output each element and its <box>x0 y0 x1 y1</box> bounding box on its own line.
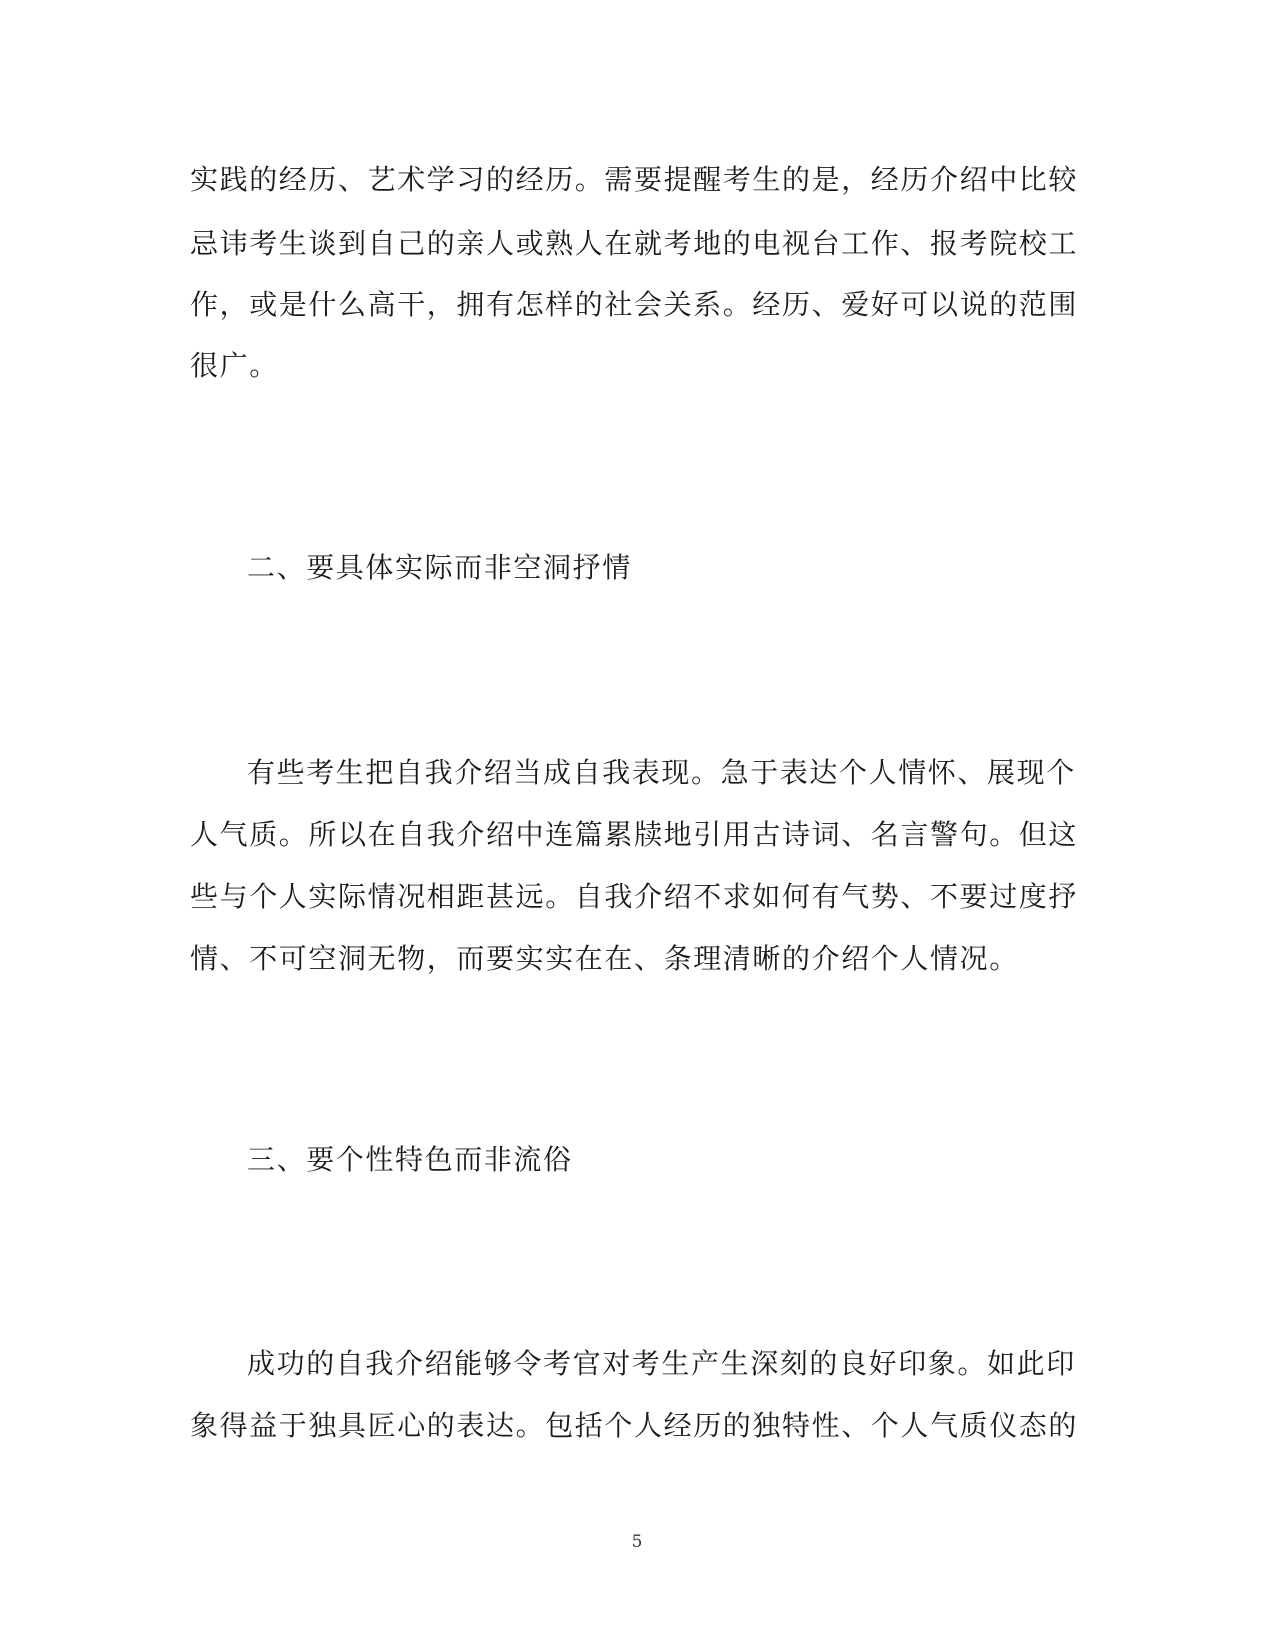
paragraph-line: 成功的自我介绍能够令考官对考生产生深刻的良好印象。如此印 <box>247 1347 1076 1380</box>
paragraph-line: 很广。 <box>190 349 279 382</box>
paragraph-line: 作，或是什么高干，拥有怎样的社会关系。经历、爱好可以说的范围 <box>190 288 1079 321</box>
paragraph-line: 忌讳考生谈到自己的亲人或熟人在就考地的电视台工作、报考院校工 <box>190 227 1079 260</box>
paragraph-line: 情、不可空洞无物，而要实实在在、条理清晰的介绍个人情况。 <box>190 942 1019 975</box>
paragraph-line: 些与个人实际情况相距甚远。自我介绍不求如何有气势、不要过度抒 <box>190 880 1079 913</box>
section-heading: 二、要具体实际而非空洞抒情 <box>247 551 632 584</box>
paragraph-line: 象得益于独具匠心的表达。包括个人经历的独特性、个人气质仪态的 <box>190 1409 1079 1442</box>
section-heading: 三、要个性特色而非流俗 <box>247 1143 573 1176</box>
paragraph-line: 实践的经历、艺术学习的经历。需要提醒考生的是，经历介绍中比较 <box>190 163 1079 196</box>
paragraph-line: 有些考生把自我介绍当成自我表现。急于表达个人情怀、展现个 <box>247 756 1076 789</box>
page-number: 5 <box>631 1532 643 1552</box>
paragraph-line: 人气质。所以在自我介绍中连篇累牍地引用古诗词、名言警句。但这 <box>190 818 1079 851</box>
